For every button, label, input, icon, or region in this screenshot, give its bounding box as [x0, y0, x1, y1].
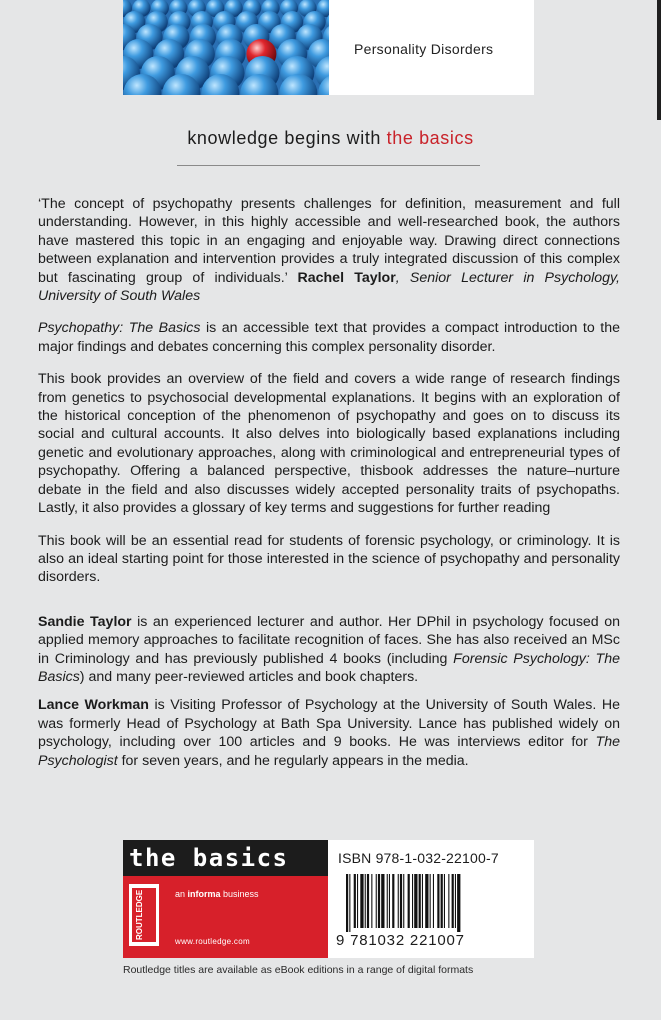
barcode-bar [398, 874, 399, 928]
publisher-panel [123, 840, 534, 958]
author2-text-end: for seven years, and he regularly appears in the media. [117, 752, 469, 769]
barcode-bar [437, 874, 439, 928]
series-brand [123, 840, 328, 958]
barcode-bar [403, 874, 404, 928]
author1-text-end: ) and many peer-reviewed articles and book chapters. [79, 668, 419, 685]
author1-book: Forensic Psychology: The Basics [38, 650, 620, 685]
barcode-bar [389, 874, 390, 928]
quote-role: , Senior Lecturer in Psychology, University of South Wales [38, 269, 621, 305]
barcode-bar [422, 874, 423, 928]
intro-paragraph [38, 319, 620, 356]
isbn-box [328, 840, 534, 958]
barcode-bar [448, 874, 449, 928]
barcode-bar [387, 874, 388, 928]
barcode-bar [425, 874, 428, 928]
series-name: Personality Disorders [354, 41, 494, 57]
divider [177, 165, 480, 166]
tagline-prefix: knowledge begins with [187, 128, 387, 148]
barcode-bar [457, 874, 460, 932]
barcode-bar [414, 874, 417, 928]
author1-name: Sandie Taylor [38, 613, 132, 630]
barcode-bar [392, 874, 394, 928]
spheres-image [123, 0, 329, 95]
audience-paragraph: This book will be an essential read for students of forensic psychology, or criminology. It is also an ideal starting point for those interested in the science of psychopathy and personality disorders. [38, 532, 620, 586]
barcode-bar [419, 874, 421, 928]
overview-paragraph: This book provides an overview of the field and covers a wide range of research findings from genetics to psychosocial developmental explanations. It begins with an exploration of the historical conception of the phenomenon of psychopathy and goes on to discuss its social and cultural accounts. It also delves into biologically based explanations including genetic and evolutionary approaches, along with criminological and entrepreneurial types of psychopathy. Offering a balanced perspective, thisbook addresses the nature–nurture debate in the field and also discusses widely accepted personality traits of psychopaths. Lastly, it also provides a glossary of key terms and suggestions for further reading [38, 371, 620, 517]
barcode-bar [378, 874, 380, 928]
barcode-bar [376, 874, 377, 928]
quote-text: ‘The concept of psychopathy presents challenges for definition, measurement and full understanding. However, in this highly accessible and well-researched book, the authors have mastered this topic in an engaging and enjoyable way. Drawing direct connections between explanation and intervention provides a truly integrated discussion of this complex but fascinating group of individuals.’ [38, 196, 620, 286]
barcode-bar [452, 874, 454, 928]
barcode-bar [455, 874, 456, 928]
author2-magazine: The Psychologist [38, 734, 620, 769]
cover-banner [123, 0, 534, 95]
isbn-label: ISBN 978-1-032-22100-7 [338, 850, 499, 866]
publisher-url: www.routledge.com [175, 937, 250, 946]
barcode-bar [349, 874, 350, 932]
series-box [329, 0, 534, 95]
barcode-bar [354, 874, 356, 928]
tagline-post: business [220, 889, 259, 899]
publisher-name: ROUTLEDGE [135, 889, 144, 941]
author-bio-taylor [38, 613, 620, 687]
tagline-pre: an [175, 889, 188, 899]
series-logo: the basics [123, 840, 328, 876]
publisher-tagline [175, 889, 259, 899]
barcode-bar [433, 874, 434, 928]
author2-name: Lance Workman [38, 697, 149, 714]
barcode-bar [346, 874, 348, 932]
spine-edge [657, 0, 661, 120]
quote-author: Rachel Taylor [297, 269, 396, 286]
barcode-digits: 9 781032 221007 [336, 932, 465, 949]
book-title: Psychopathy: The Basics [38, 320, 201, 337]
barcode-bar [365, 874, 366, 928]
author1-text: is an experienced lecturer and author. Her DPhil in psychology focused on applied memory approaches to facilitate recognition of faces. She has also received an MSc in Criminology and has previously published 4 books (including [38, 613, 621, 667]
footer-note: Routledge titles are available as eBook editions in a range of digital formats [123, 964, 474, 976]
barcode-bar [367, 874, 369, 928]
barcode-bar [408, 874, 410, 928]
barcode-bar [357, 874, 358, 928]
barcode-bar [400, 874, 402, 928]
author2-text: is Visiting Professor of Psychology at the University of South Wales. He was formerly Head of Psychology at Bath Spa University. Lance has published widely on psychology, including over 100 articles and 9 books. He was interviews editor for [38, 697, 620, 751]
tagline-bold: informa [187, 889, 221, 899]
barcode-bar [441, 874, 443, 928]
barcode-bar [430, 874, 431, 928]
intro-text: is an accessible text that provides a compact introduction to the major findings and debates concerning this complex personality disorder. [38, 320, 620, 355]
endorsement [38, 195, 620, 305]
barcode-bar [371, 874, 372, 928]
tagline-highlight: the basics [386, 128, 474, 148]
barcode-bar [444, 874, 445, 928]
barcode-icon [346, 874, 516, 932]
barcode-bar [360, 874, 363, 928]
author-bio-workman [38, 696, 620, 770]
back-cover-text [38, 195, 620, 780]
barcode-bar [381, 874, 384, 928]
tagline [0, 128, 661, 149]
barcode-bar [412, 874, 413, 928]
